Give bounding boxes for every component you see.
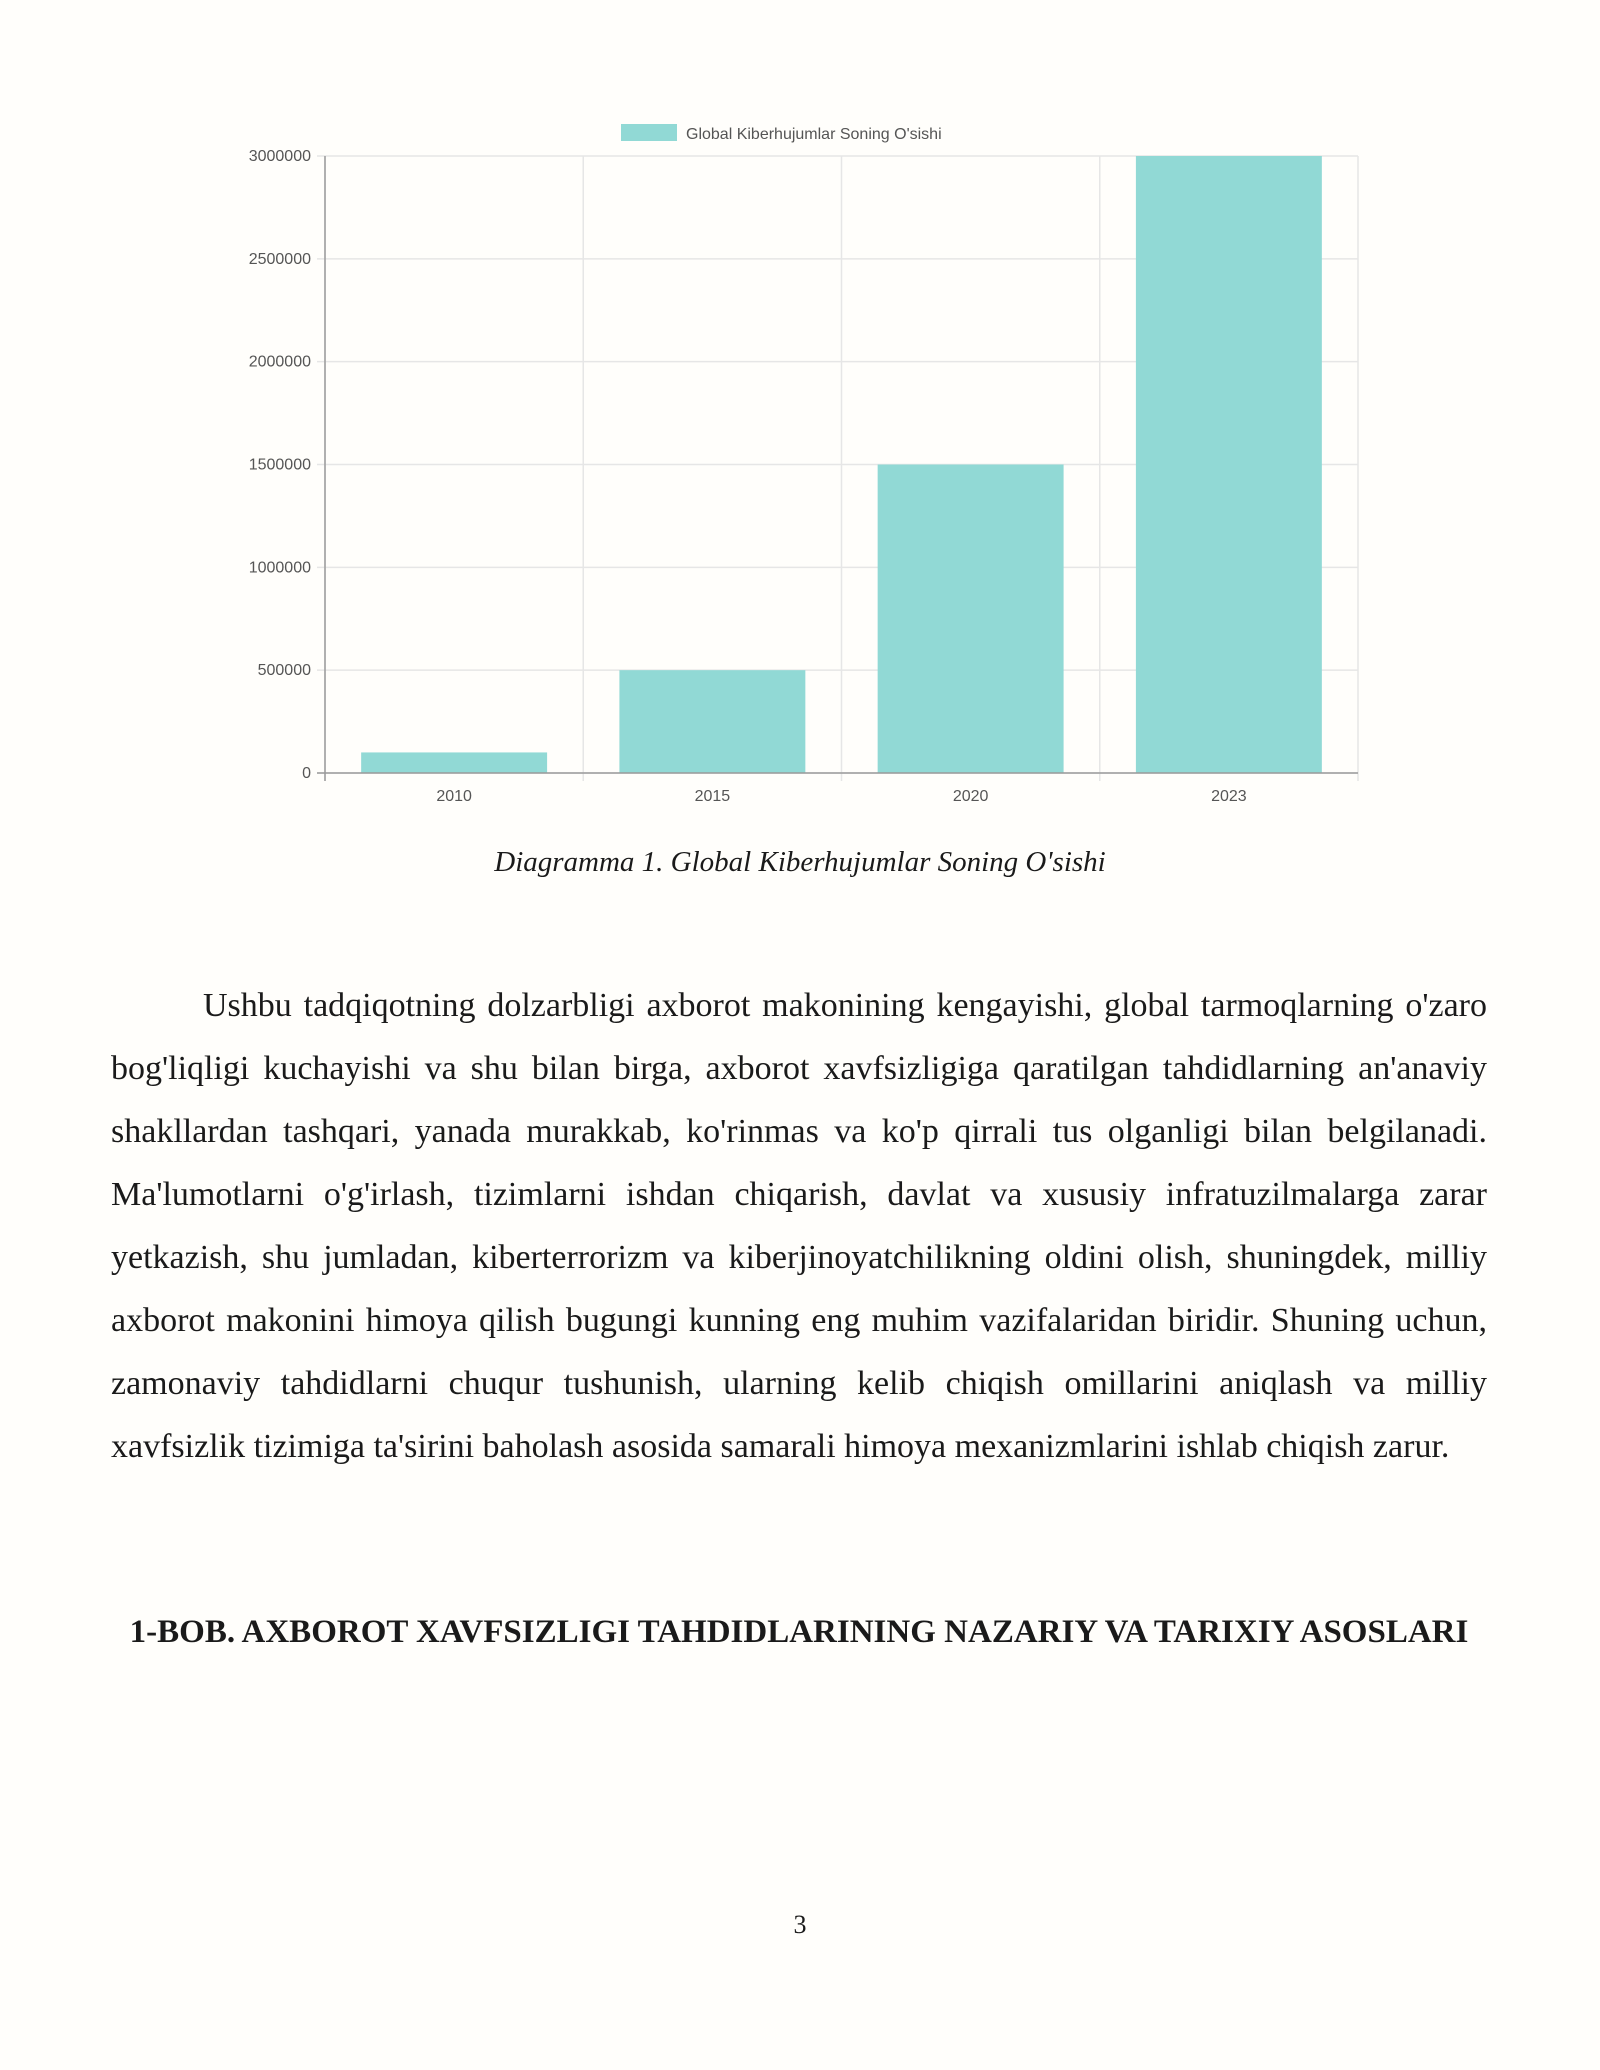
y-tick-label: 2500000 <box>248 250 311 268</box>
chapter-title: 1-BOB. AXBOROT XAVFSIZLIGI TAHDIDLARINING NAZARIY VA TARIXIY ASOSLARI <box>129 1614 1469 1650</box>
y-tick-label: 2000000 <box>248 353 311 371</box>
page-number: 3 <box>793 1910 807 1939</box>
x-tick-label: 2020 <box>952 788 989 805</box>
x-tick-label: 2023 <box>1211 788 1247 805</box>
body-paragraph: Ushbu tadqiqotning dolzarbligi axborot makonining kengayishi, global tarmoqlarning o'zaro bog'liqligi kuchayishi va shu bilan birga, axborot xavfsizligiga qaratilgan tahdidlarning an'anaviy shakllardan tashqari, yanada murakkab, ko'rinmas va ko'p qirrali tus olganligi bilan belgilanadi. Ma'lumotlarni o'g'irlash, tizimlarni ishdan chiqarish, davlat va xususiy infratuzilmalarga zarar yetkazish, shu jumladan, kiberterrorizm va kiberjinoyatchilikning oldini olish, shuningdek, milliy axborot makonini himoya qilish bugungi kunning eng muhim vazifalaridan biridir. Shuning uchun, zamonaviy tahdidlarni chuqur tushunish, ularning kelib chiqish omillarini aniqlash va milliy xavfsizlik tizimiga ta'sirini baholash asosida samarali himoya mexanizmlarini ishlab chiqish zarur. <box>111 987 1487 1465</box>
bar-2010 <box>361 752 547 773</box>
x-tick-label: 2010 <box>436 788 472 805</box>
y-tick-label: 1000000 <box>248 559 311 577</box>
legend-label: Global Kiberhujumlar Soning O'sishi <box>686 126 942 143</box>
bar-2015 <box>619 670 805 773</box>
y-tick-label: 3000000 <box>248 148 311 165</box>
figure-caption: Diagramma 1. Global Kiberhujumlar Soning O'sishi <box>494 846 1106 878</box>
bar-2023 <box>1136 156 1322 773</box>
y-tick-label: 0 <box>302 765 311 782</box>
y-tick-label: 500000 <box>257 662 311 680</box>
bar-2020 <box>878 465 1064 774</box>
y-tick-label: 1500000 <box>248 456 311 474</box>
x-tick-label: 2015 <box>694 788 731 805</box>
legend-swatch <box>621 124 677 141</box>
chart-legend <box>621 124 942 143</box>
bar-chart <box>0 0 1600 830</box>
